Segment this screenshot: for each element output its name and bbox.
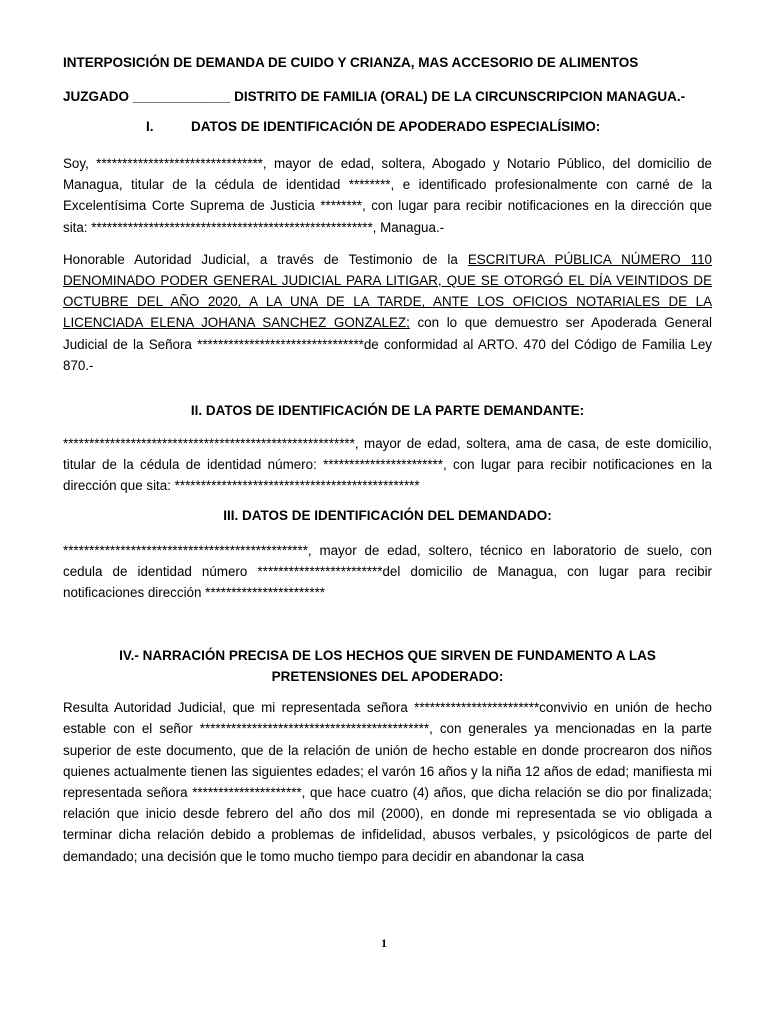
document-title: INTERPOSICIÓN DE DEMANDA DE CUIDO Y CRIANZA, MAS ACCESORIO DE ALIMENTOS [63, 55, 639, 70]
section-1-title: DATOS DE IDENTIFICACIÓN DE APODERADO ESPECIALÍSIMO: [191, 119, 601, 134]
section-3-paragraph: ***********************************************, mayor de edad, soltero, técnico en laboratorio de suelo, con cedula de identidad número ************************del domicilio de Managua, con lugar para recibir notificaciones dirección *********************** [63, 542, 712, 601]
section-4-heading-line-2: PRETENSIONES DEL APODERADO: [271, 669, 504, 685]
paragraph-2-start: Honorable Autoridad Judicial, a través de Testimonio de la [63, 251, 468, 267]
section-2-heading: II. DATOS DE IDENTIFICACIÓN DE LA PARTE DEMANDANTE: [190, 403, 585, 419]
section-4-heading [63, 645, 712, 687]
section-1-heading [63, 116, 712, 137]
section-4-heading-line-1: IV.- NARRACIÓN PRECISA DE LOS HECHOS QUE SIRVEN DE FUNDAMENTO A LAS [119, 648, 656, 664]
deed-reference: ESCRITURA PÚBLICA NÚMERO 110 DENOMINADO PODER GENERAL JUDICIAL PARA LITIGAR, QUE SE OTORGÓ EL DÍA VEINTIDOS DE OCTUBRE DEL AÑO 2020, A LA UNA DE LA TARDE, ANTE LOS OFICIOS NOTARIALES DE LA LICENCIADA ELENA JOHANA SANCHEZ GONZALEZ; [63, 251, 712, 331]
section-2-paragraph: ********************************************************, mayor de edad, soltera, ama de casa, de este domicilio, titular de la cédula de identidad número: ***********************, con lugar para recibir notificaciones en la dirección que sita: *********************************************** [63, 436, 712, 494]
section-3-heading: III. DATOS DE IDENTIFICACIÓN DEL DEMANDADO: [223, 507, 552, 523]
page-number: 1 [381, 936, 387, 950]
document-page [63, 52, 712, 867]
paragraph-2-end: con lo que demuestro ser Apoderada General Judicial de la Señora ********************************de conformidad al ARTO. 470 del Código de Familia Ley 870.- [63, 315, 712, 373]
section-1-paragraph-2 [63, 249, 712, 376]
section-1-paragraph-1: Soy, ********************************, mayor de edad, soltera, Abogado y Notario Público, del domicilio de Managua, titular de la cédula de identidad ********, e identificado profesionalmente con carné de la Excelentísima Corte Suprema de Justicia ********, con lugar para recibir notificaciones en la dirección que sita: ******************************************************, Managua.- [63, 156, 712, 235]
section-4-paragraph: Resulta Autoridad Judicial, que mi representada señora ************************convivio en unión de hecho estable con el señor ********************************************, con generales ya mencionadas en la parte superior de este documento, que de la relación de unión de hecho estable en donde procrearon dos niños quienes actualmente tienen las siguientes edades; el varón 16 años y la niña 12 años de edad; manifiesta mi representada señora *********************, que hace cuatro (4) años, que dicha relación se dio por finalizada; relación que inicio desde febrero del año dos mil (2000), en donde mi representada se vio obligada a terminar dicha relación debido a problemas de infidelidad, abusos verbales, y psicológicos de parte del demandado; una decisión que le tomo mucho tiempo para decidir en abandonar la casa [63, 700, 712, 864]
section-1-number: I. [146, 119, 154, 134]
court-heading: JUZGADO _____________ DISTRITO DE FAMILIA (ORAL) DE LA CIRCUNSCRIPCION MANAGUA.- [63, 89, 686, 104]
